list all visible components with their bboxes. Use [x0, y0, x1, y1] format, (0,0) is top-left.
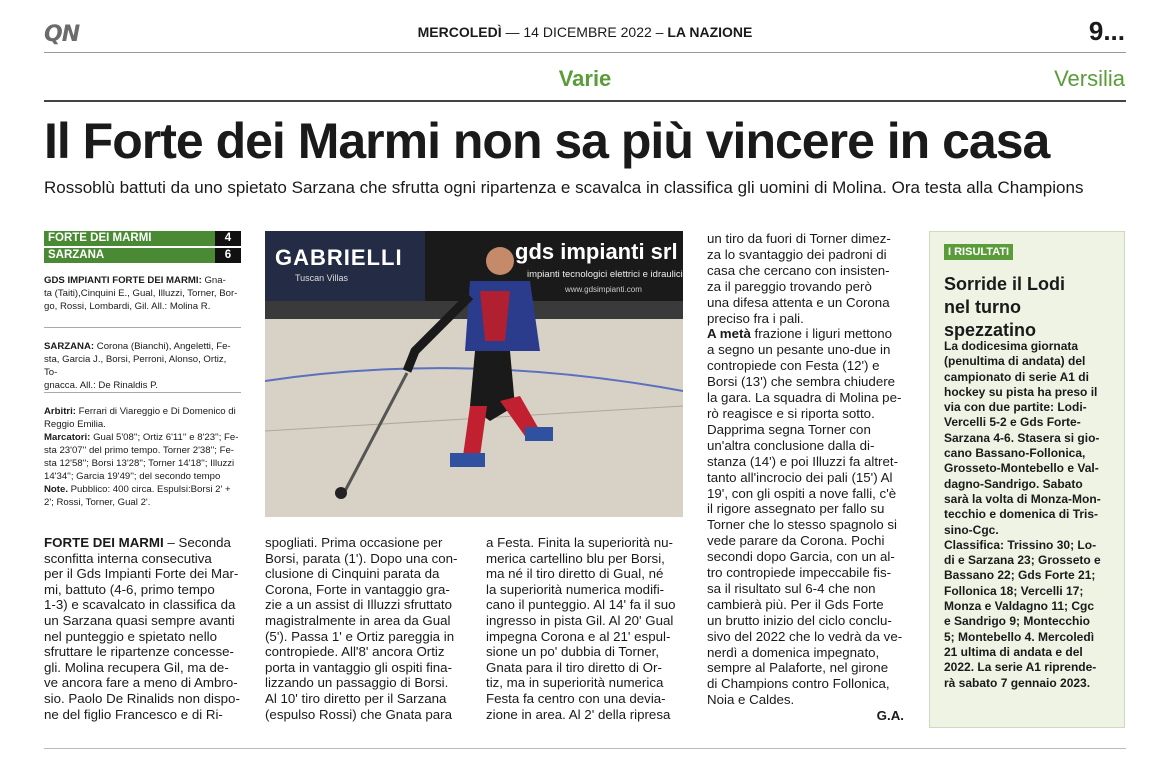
text-line: sivo del 2022 che lo vedrà da ve-: [707, 628, 903, 644]
marcatori-label: Marcatori:: [44, 432, 91, 443]
dateline-date: — 14 DICEMBRE 2022 –: [505, 24, 664, 40]
text-line: sino-Cgc.: [944, 522, 999, 537]
text-line: e Sandrigo 9; Montecchio: [944, 614, 1091, 629]
match-details: [44, 405, 241, 509]
text-line: Festa fa centro con una devia-: [486, 690, 666, 706]
text-line: Al 10' tiro diretto per il Sarzana: [265, 690, 447, 706]
text-line: : Trissino 30; Lo-: [1000, 537, 1097, 552]
text-line: merica cartellino blu per Borsi,: [486, 550, 665, 566]
text-line: giornata: [1027, 339, 1079, 353]
text-line: casa che cercano con insisten-: [707, 262, 890, 278]
text-line: sione un po' dubbia di Torner,: [486, 644, 660, 660]
headline: Il Forte dei Marmi non sa più vincere in casa: [44, 113, 1050, 169]
text-line: Grosseto-Montebello e Val-: [944, 461, 1099, 476]
score-row-home: [44, 231, 241, 246]
sidebar-lead: La dodicesima: [944, 339, 1028, 353]
text-line: – Seconda: [163, 535, 231, 550]
text-line: tanto all'incrocio dei pali (15') Al: [707, 469, 893, 485]
text-line: gli. Molina recupera Gil, ma de-: [44, 659, 229, 675]
text-line: Borsi, parata (1'). Dopo una con-: [265, 550, 458, 566]
lineup-text: ta (Taiti),Cinquini E., Gual, Illuzzi, Torner, Bor-: [44, 288, 238, 299]
text-line: via con due partite: Lodi-: [944, 400, 1087, 415]
text-line: cambierà più. Per il Gds Forte: [707, 596, 884, 612]
text-line: zione in area. Al 2' della ripresa: [486, 706, 671, 722]
text-line: di Champions contro Follonica,: [707, 676, 890, 692]
score-team: FORTE DEI MARMI: [48, 232, 152, 244]
article-column-3: [486, 535, 683, 722]
text-line: tecchio e domenica di Tris-: [944, 507, 1099, 522]
paragraph-lead: A metà: [707, 326, 751, 342]
text-line: 1-3) e scavalcato in classifica da: [44, 597, 236, 613]
score-value: 6: [215, 248, 241, 263]
match-photo: [265, 231, 683, 517]
top-divider: [44, 52, 1126, 53]
sidebar-title-line: nel turno spezzatino: [944, 297, 1037, 340]
text-line: sio. Paolo De Rinalids non dispo-: [44, 690, 240, 706]
text-line: cano il punteggio. Al 14' fa il suo: [486, 597, 676, 613]
text-line: rà sabato 7 gennaio 2023.: [944, 675, 1091, 690]
text-line: secondi dopo Garcia, con un al-: [707, 549, 895, 565]
article-column-4: [707, 231, 904, 724]
text-line: preciso fra i pali.: [707, 310, 804, 326]
text-line: per il Gds Impianti Forte dei Mar-: [44, 566, 239, 582]
text-line: Sarzana 4-6. Stasera si gio-: [944, 430, 1100, 445]
dateline-paper: LA NAZIONE: [667, 24, 753, 40]
note-text: 2'; Rossi, Torner, Gual 2'.: [44, 497, 151, 508]
lineup-text: gnacca. All.: De Rinaldis P.: [44, 380, 158, 391]
score-row-away: [44, 248, 241, 263]
text-line: zie a un assist di Illuzzi sfruttato: [265, 597, 452, 613]
lineup-label: SARZANA:: [44, 341, 95, 352]
text-line: lizzando un passaggio di Borsi.: [265, 675, 449, 691]
lineup-sarzana: [44, 340, 241, 392]
lineup-text: sta, Garcia J., Borsi, Perroni, Alonso, Ortiz, To-: [44, 354, 227, 378]
text-line: 21 ultima di andata e del: [944, 644, 1083, 659]
author-signature: G.A.: [876, 708, 904, 724]
text-line: (5'). Passa 1' e Ortiz pareggia in: [265, 628, 455, 644]
lineup-forte: [44, 274, 241, 313]
page-number: 9...: [1088, 16, 1125, 46]
text-line: a Festa. Finita la superiorità nu-: [486, 535, 673, 550]
text-line: 19', con gli ospiti a nove falli, c'è: [707, 485, 897, 501]
factbox-divider: [44, 392, 241, 393]
arbitri-text: Ferrari di Viareggio e Di Domenico di: [78, 406, 236, 417]
text-line: Noia e Caldes.: [707, 692, 795, 708]
text-line: 5; Montebello 4. Mercoledì: [944, 629, 1095, 644]
section-divider: [44, 100, 1126, 102]
text-line: hockey su pista ha preso il: [944, 384, 1098, 399]
text-line: nel punteggio e spietato nello: [44, 628, 217, 644]
text-line: tiz, ma in superiorità numerica: [486, 675, 664, 691]
text-line: dagno-Sandrigo. Sabato: [944, 476, 1083, 491]
arbitri-label: Arbitri:: [44, 406, 76, 417]
arbitri-text: Reggio Emilia.: [44, 419, 106, 430]
text-line: 2022. La serie A1 riprende-: [944, 660, 1097, 675]
banner-left-text: GABRIELLI: [275, 245, 403, 270]
text-line: Dapprima segna Torner con: [707, 421, 871, 437]
text-line: sarà la volta di Monza-Mon-: [944, 491, 1101, 506]
text-line: vede parare da Corona. Pochi: [707, 533, 885, 549]
text-line: sa il risultato sul 6-4 che non: [707, 580, 876, 596]
bottom-divider: [44, 748, 1126, 749]
text-line: (penultima di andata) del: [944, 354, 1086, 369]
sidebar-text: [944, 339, 1112, 691]
lineup-text: Gna-: [204, 275, 226, 286]
marcatori-text: 14'34''; Garcia 19'49''; del secondo tempo: [44, 471, 221, 482]
sidebar-title-line: Sorride il Lodi: [944, 274, 1066, 294]
text-line: Torner che lo stesso spagnolo si: [707, 517, 897, 533]
text-line: cano Bassano-Follonica,: [944, 446, 1086, 461]
note-label: Note.: [44, 484, 68, 495]
score-team: SARZANA: [48, 249, 105, 261]
banner-right-subtext: impianti tecnologici elettrici e idraulici: [527, 269, 683, 280]
text-line: ne del figlio Francesco e di Ri-: [44, 706, 223, 722]
text-line: ve ancora fare a meno di Ambro-: [44, 675, 238, 691]
text-line: campionato di serie A1 di: [944, 369, 1089, 384]
text-line: za lo svantaggio dei padroni di: [707, 246, 887, 262]
text-line: Gnata para il tiro diretto di Or-: [486, 659, 662, 675]
article-column-2: [265, 535, 463, 722]
text-line: un Sarzana quasi sempre avanti: [44, 612, 235, 628]
text-line: rò reagisce e si riporta sotto.: [707, 405, 875, 421]
text-line: una difesa attenta e un Corona: [707, 294, 890, 310]
text-line: nerdì a domenica impegnato,: [707, 644, 880, 660]
lineup-text: Corona (Bianchi), Angeletti, Fe-: [96, 341, 231, 352]
sidebar-lead: Classifica: [944, 537, 1001, 552]
section-name: Varie: [558, 66, 612, 91]
text-line: tro contropiede impeccabile fis-: [707, 565, 892, 581]
text-line: Monza e Valdagno 11; Cgc: [944, 599, 1095, 614]
text-line: sfruttare le ripartenze concesse-: [44, 644, 234, 660]
score-value: 4: [215, 231, 241, 246]
newspaper-logo: QN: [44, 22, 80, 47]
text-line: Follonica 18; Vercelli 17;: [944, 583, 1084, 598]
text-line: frazione i liguri mettono: [750, 326, 893, 342]
note-text: Pubblico: 400 circa. Espulsi:Borsi 2' +: [70, 484, 231, 495]
text-line: (espulso Rossi) che Gnata para: [265, 706, 452, 722]
text-line: contropiede. All'8' ancora Ortiz: [265, 644, 445, 660]
text-line: mi, battuto (4-6, primo tempo: [44, 581, 215, 597]
subheadline: Rossoblù battuti da uno spietato Sarzana che sfrutta ogni ripartenza e scavalca in classifica gli uomini di Molina. Ora testa alla Champions: [44, 178, 1084, 197]
sidebar-tag: I RISULTATI: [944, 244, 1013, 260]
region-name: Versilia: [1054, 66, 1125, 91]
marcatori-text: sta 12'58''; Borsi 13'28''; Torner 14'18''; Illuzzi: [44, 458, 235, 469]
marcatori-text: Gual 5'08''; Ortiz 6'11'' e 8'23''; Fe-: [93, 432, 239, 443]
text-line: un'altra conclusione dalla di-: [707, 437, 875, 453]
text-line: magistralmente in area da Gual: [265, 612, 451, 628]
lead-dateline: FORTE DEI MARMI: [44, 535, 164, 550]
factbox-divider: [44, 327, 241, 328]
sidebar-title: [944, 273, 1114, 342]
text-line: un tiro da fuori di Torner dimez-: [707, 231, 891, 246]
text-line: ma né il tiro diretto di Gual, né: [486, 566, 664, 582]
text-line: porta in vantaggio gli ospiti fina-: [265, 659, 453, 675]
text-line: Corona, Forte in vantaggio gra-: [265, 581, 450, 597]
banner-left-subtext: Tuscan Villas: [295, 273, 349, 283]
text-line: clusione di Cinquini parata da: [265, 566, 440, 582]
text-line: a segno un pesante uno-due in: [707, 342, 891, 358]
lineup-text: go, Rossi, Lombardi, Gil. All.: Molina R.: [44, 301, 211, 312]
text-line: sempre al Palaforte, nel girone: [707, 660, 889, 676]
text-line: impegna Corona e al 21' espul-: [486, 628, 671, 644]
text-line: contropiede con Festa (12') e: [707, 358, 880, 374]
text-line: ingresso in pista Gil. Al 20' Gual: [486, 612, 674, 628]
text-line: sconfitta interna consecutiva: [44, 550, 212, 566]
text-line: di e Sarzana 23; Grosseto e: [944, 553, 1101, 568]
text-line: stanza (14') e poi Illuzzi fa altret-: [707, 453, 898, 469]
lineup-label: GDS IMPIANTI FORTE DEI MARMI:: [44, 275, 202, 286]
article-column-1: [44, 535, 241, 722]
text-line: la gara. La squadra di Molina pe-: [707, 390, 902, 406]
dateline: [0, 24, 1170, 40]
text-line: spogliati. Prima occasione per: [265, 535, 443, 550]
dateline-day: MERCOLEDÌ: [417, 24, 502, 40]
text-line: il rigore assegnato per fallo su: [707, 501, 885, 517]
text-line: Borsi (13') che sembra chiudere: [707, 374, 896, 390]
text-line: Vercelli 5-2 e Gds Forte-: [944, 415, 1081, 430]
banner-right-url: www.gdsimpianti.com: [565, 285, 642, 294]
text-line: la superiorità numerica modifi-: [486, 581, 665, 597]
text-line: za il pareggio trovando però: [707, 278, 872, 294]
text-line: un brutto inizio del ciclo conclu-: [707, 612, 892, 628]
marcatori-text: sta 23'07'' del primo tempo. Torner 2'38''; Fe-: [44, 445, 234, 456]
text-line: Bassano 22; Gds Forte 21;: [944, 568, 1096, 583]
banner-right-text: gds impianti srl: [515, 239, 678, 264]
